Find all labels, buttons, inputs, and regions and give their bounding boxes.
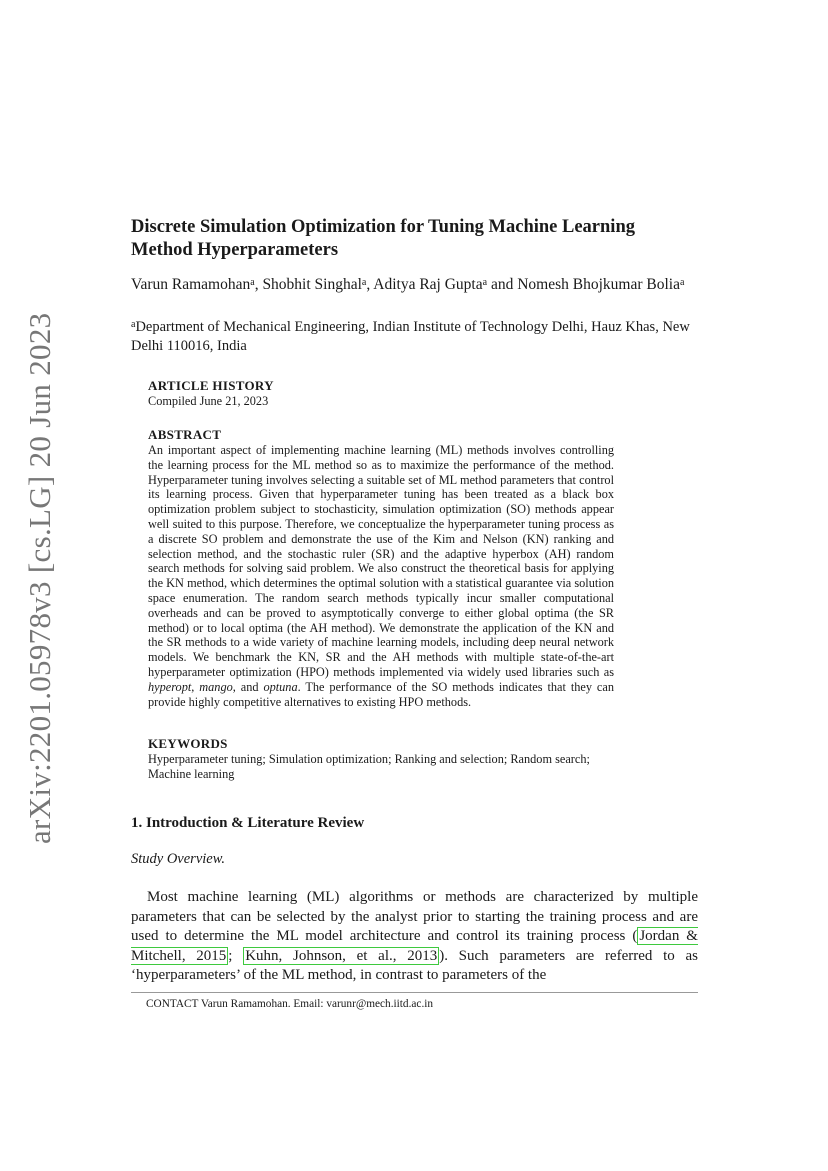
abstract-body: An important aspect of implementing machine learning (ML) methods involves controlling the learning process for the ML method so as to maximize the performance of the method. Hyperparameter tuning involves selecting a suitable set of ML method parameters that control its learning process. Given that hyperparameter tuning has been treated as a black box optimization problem subject to stochasticity, simulation optimization (SO) methods appear well suited to this purpose. Therefore, we conceptualize the hyperparameter tuning process as a discrete SO problem and demonstrate the use of the Kim and Nelson (KN) ranking and selection method, and the stochastic ruler (SR) and the adaptive hyperbox (AH) random search methods for solving said problem. We also construct the theoretical basis for applying the KN method, which determines the optimal solution with a statistical guarantee via solution space enumeration. The random search methods typically incur smaller computational overheads and can be proved to asymptotically converge to either global optima (the SR method) or to local optima (the AH method). We demonstrate the application of the KN and the SR methods to a wide variety of machine learning models, including deep neural network models. We benchmark the KN, SR and the AH methods with multiple state-of-the-art hyperparameter optimization (HPO) methods implemented via widely used libraries such as (148, 443, 614, 679)
library-name: hyperopt (148, 679, 192, 694)
paper-title: Discrete Simulation Optimization for Tuning Machine Learning Method Hyperparameters (131, 217, 635, 260)
affiliation-text: Department of Mechanical Engineering, Indian Institute of Technology Delhi, Hauz Khas, New Delhi 110016, India (131, 319, 690, 354)
keywords-heading: KEYWORDS (148, 736, 228, 751)
contact-footnote: CONTACT Varun Ramamohan. Email: varunr@mech.iitd.ac.in (146, 998, 434, 1010)
article-history-heading: ARTICLE HISTORY (148, 378, 274, 393)
author-name: Aditya Raj Gupta (373, 276, 483, 293)
footnote-divider (131, 992, 698, 993)
compiled-date: Compiled June 21, 2023 (148, 394, 269, 408)
affiliation-marker: a (679, 277, 685, 288)
section-heading-introduction: 1. Introduction & Literature Review (131, 815, 365, 831)
author-separator: and (487, 276, 518, 293)
affiliation-marker: a (361, 277, 367, 288)
citation-separator: ; (228, 947, 244, 964)
affiliation-marker: a (131, 319, 136, 330)
paragraph-text: Most machine learning (ML) algorithms or methods are characterized by multiple parameters that can be selected by the analyst prior to starting the training process and are used to determine the ML model architecture and control its training process ( (131, 889, 698, 944)
affiliation (131, 318, 701, 356)
affiliation-marker: a (250, 277, 255, 288)
author-separator: , (366, 276, 374, 293)
library-name: optuna (263, 679, 298, 694)
author-name: Varun Ramamohan (131, 276, 251, 293)
abstract-heading: ABSTRACT (148, 427, 222, 442)
library-name: mango (199, 679, 233, 694)
affiliation-marker: a (482, 277, 488, 288)
intro-paragraph (131, 888, 698, 986)
keywords-text: Hyperparameter tuning; Simulation optimization; Ranking and selection; Random search; Machine learning (148, 752, 590, 781)
author-name: Shobhit Singhal (262, 276, 362, 293)
keywords (148, 736, 614, 782)
paragraph-text: ). Such parameters are referred to as ‘hyperparameters’ of the ML method, in contrast to parameters of the (131, 947, 698, 983)
citation-link-kuhn-johnson[interactable]: Kuhn, Johnson, et al., 2013 (245, 947, 438, 964)
abstract-punct: , (191, 679, 200, 694)
citation-link-jordan-mitchell[interactable]: Jordan & Mitchell, 2015 (131, 928, 698, 964)
author-name: Nomesh Bhojkumar Bolia (517, 276, 680, 293)
arxiv-side-stamp: arXiv:2201.05978v3 [cs.LG] 20 Jun 2023 (22, 312, 57, 844)
author-list (131, 275, 701, 295)
subsection-heading: Study Overview. (131, 851, 225, 867)
abstract (148, 427, 614, 709)
abstract-punct: , and (232, 679, 264, 694)
abstract-body-end: . The performance of the SO methods indicates that they can provide highly competitive alternatives to existing HPO methods. (148, 679, 614, 709)
article-history (148, 378, 614, 409)
author-separator: , (254, 276, 263, 293)
abstract-text (148, 443, 614, 709)
